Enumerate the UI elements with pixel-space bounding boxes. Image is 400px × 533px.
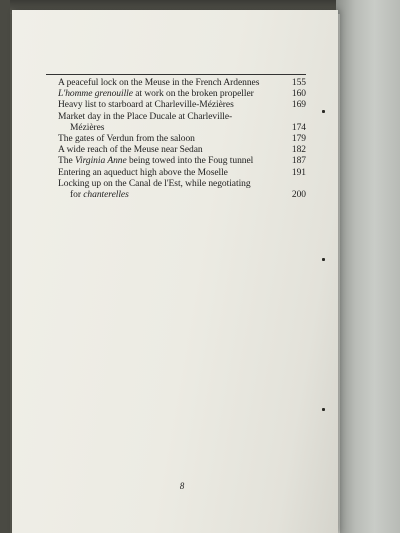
list-item [58,168,306,179]
illustration-title [58,112,286,123]
list-item [58,134,306,145]
page-ref: 191 [291,167,306,178]
title-part: The [58,156,75,167]
page-edge-mark [322,110,325,113]
list-item [58,112,306,123]
title-part: being towed into the Foug tunnel [126,156,254,167]
page-ref: 179 [291,134,306,145]
title-part: Market day in the Place Ducale at Charleville- [58,111,233,122]
title-part: Locking up on the Canal de l'Est, while negotiating [58,178,251,189]
title-part: L'homme grenouille [58,89,133,100]
list-item [58,179,306,190]
title-part: chanterelles [83,190,129,201]
illustrations-list [58,78,306,201]
page-ref: 160 [291,89,306,100]
title-part: at work on the broken propeller [132,89,254,100]
page-edge-mark [322,408,325,411]
page-number: 8 [179,481,185,491]
illustration-title [58,190,286,201]
title-part: The gates of Verdun from the saloon [58,134,195,145]
title-part: Heavy list to starboard at Charleville-Mézières [58,100,234,111]
page-ref: 174 [291,122,306,133]
background-left [0,0,10,533]
list-item [58,156,306,167]
title-part: A wide reach of the Meuse near Sedan [58,145,203,156]
title-part: Virginia Anne [74,156,127,167]
illustration-title [58,123,286,134]
title-part: Mézières [70,122,105,133]
illustration-title [58,168,286,179]
title-part: A peaceful lock on the Meuse in the French Ardennes [58,78,260,88]
top-rule [46,74,306,75]
illustration-title [58,78,286,89]
illustration-title [58,100,286,111]
page-edge-mark [322,258,325,261]
illustration-title [58,156,286,167]
list-item [58,89,306,100]
page-ref: 187 [291,156,306,167]
page-ref: 200 [291,190,306,201]
list-item [58,145,306,156]
list-item [58,123,306,134]
page-ref: 169 [291,100,306,111]
book-page [12,10,338,533]
background-right [336,0,400,533]
illustration-title [58,134,286,145]
list-item [58,78,306,89]
illustration-title [58,89,286,100]
title-part: for [70,190,84,201]
illustration-title [58,145,286,156]
list-item [58,190,306,201]
page-ref: 155 [291,78,306,88]
list-item [58,100,306,111]
title-part: Entering an aqueduct high above the Moselle [58,167,228,178]
page-ref: 182 [291,145,306,156]
illustration-title [58,179,286,190]
